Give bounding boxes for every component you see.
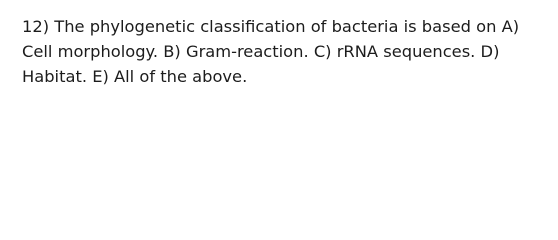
option-d-text: Habitat. (22, 67, 87, 86)
question-stem: The phylogenetic classification of bacteria is based on (54, 17, 497, 36)
option-d-letter: D) (480, 42, 500, 61)
option-b-letter: B) (163, 42, 181, 61)
option-e-letter: E) (92, 67, 109, 86)
option-c-letter: C) (313, 42, 332, 61)
option-a-letter: A) (501, 17, 520, 36)
option-e-text: All of the above. (114, 67, 248, 86)
option-b-text: Gram-reaction. (185, 42, 309, 61)
option-a-text: Cell morphology. (22, 42, 159, 61)
question-text (22, 14, 552, 89)
option-c-text: rRNA sequences. (336, 42, 476, 61)
question-number: 12) (22, 17, 50, 36)
